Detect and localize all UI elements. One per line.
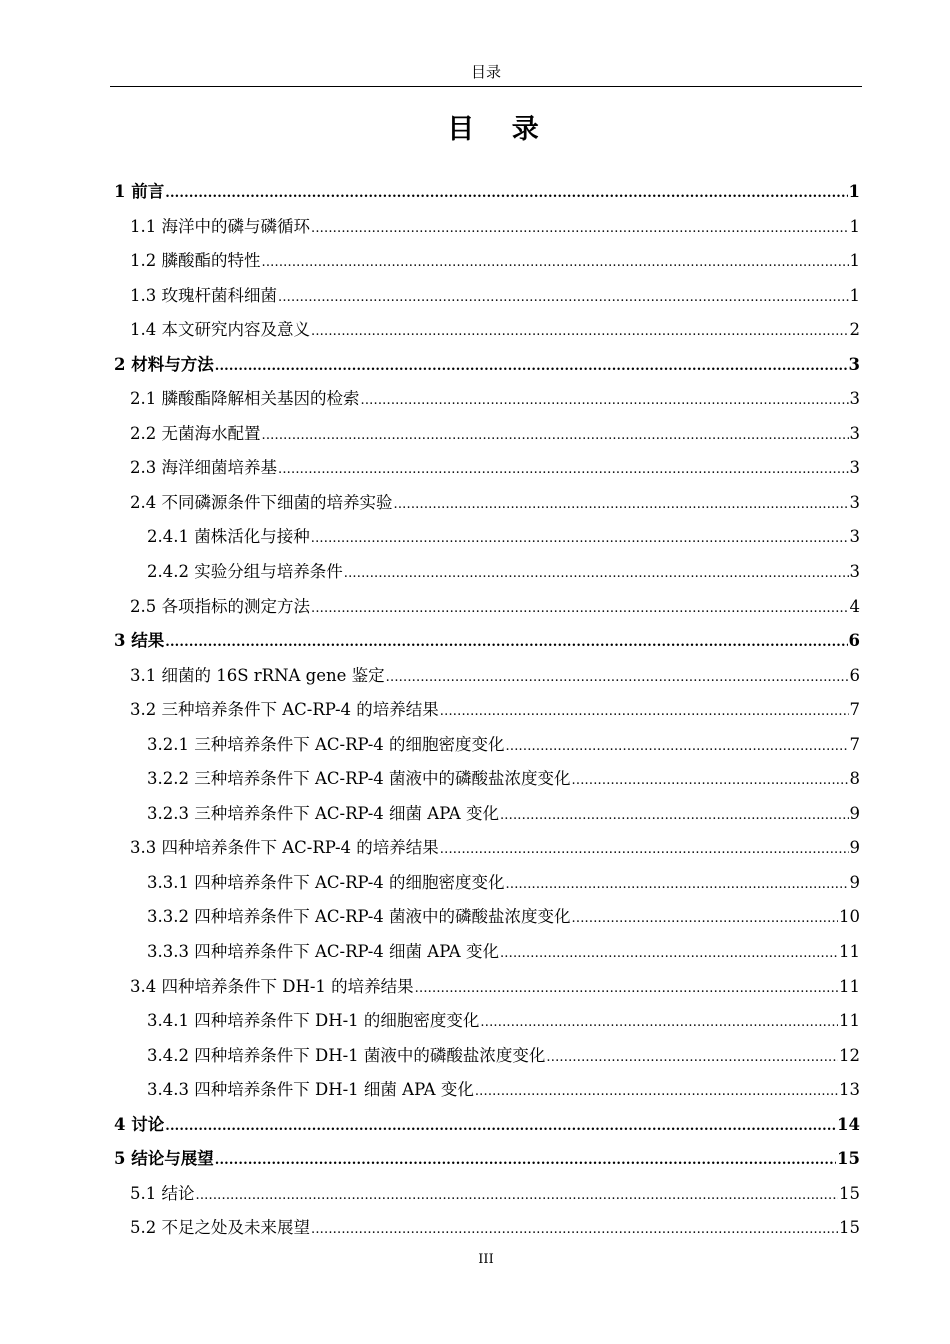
toc-entry-label: 3 结果 xyxy=(114,631,165,651)
toc-dot-leader xyxy=(278,451,849,488)
toc-dot-leader xyxy=(165,175,847,212)
toc-entry[interactable] xyxy=(114,175,860,210)
toc-dot-leader xyxy=(311,520,849,557)
toc-dot-leader xyxy=(165,624,847,661)
toc-entry[interactable] xyxy=(114,1073,860,1108)
toc-entry-label: 3.2.3 三种培养条件下 AC-RP-4 细菌 APA 变化 xyxy=(147,803,499,823)
toc-entry-label: 2.3 海洋细菌培养基 xyxy=(130,458,277,478)
toc-entry-label: 3.3 四种培养条件下 AC-RP-4 的培养结果 xyxy=(130,838,439,858)
toc-entry[interactable] xyxy=(114,486,860,521)
toc-entry-page-number: 9 xyxy=(849,838,860,858)
toc-entry[interactable] xyxy=(114,900,860,935)
toc-entry-page-number: 10 xyxy=(839,907,860,927)
toc-dot-leader xyxy=(500,935,838,972)
toc-dot-leader xyxy=(344,555,849,592)
toc-entry-label: 3.1 细菌的 16S rRNA gene 鉴定 xyxy=(130,665,385,685)
toc-dot-leader xyxy=(386,659,849,696)
toc-entry[interactable] xyxy=(114,1108,860,1143)
toc-entry[interactable] xyxy=(114,728,860,763)
toc-entry[interactable] xyxy=(114,659,860,694)
toc-entry-page-number: 3 xyxy=(848,354,860,374)
toc-entry-page-number: 3 xyxy=(849,423,860,443)
toc-entry-page-number: 15 xyxy=(839,1218,860,1238)
toc-entry[interactable] xyxy=(114,831,860,866)
toc-entry[interactable] xyxy=(114,313,860,348)
toc-entry-page-number: 1 xyxy=(848,182,860,201)
toc-entry[interactable] xyxy=(114,1142,860,1177)
toc-dot-leader xyxy=(196,1177,839,1214)
header-rule xyxy=(110,86,862,87)
toc-dot-leader xyxy=(311,590,849,627)
toc-dot-leader xyxy=(440,693,849,730)
toc-entry-label: 3.4 四种培养条件下 DH-1 的培养结果 xyxy=(130,976,414,996)
toc-entry-label: 5.2 不足之处及未来展望 xyxy=(130,1218,310,1238)
toc-entry-label: 3.2.2 三种培养条件下 AC-RP-4 菌液中的磷酸盐浓度变化 xyxy=(147,769,571,789)
toc-entry-page-number: 2 xyxy=(849,320,860,340)
toc-entry-page-number: 3 xyxy=(849,389,860,409)
toc-dot-leader xyxy=(215,1142,836,1179)
toc-dot-leader xyxy=(311,313,849,350)
toc-entry-label: 1.1 海洋中的磷与磷循环 xyxy=(130,216,310,236)
toc-entry-page-number: 3 xyxy=(849,458,860,478)
toc-entry[interactable] xyxy=(114,935,860,970)
toc-entry-page-number: 3 xyxy=(849,527,860,547)
table-of-contents xyxy=(114,175,860,1246)
toc-entry[interactable] xyxy=(114,866,860,901)
toc-entry-page-number: 9 xyxy=(849,803,860,823)
toc-dot-leader xyxy=(311,210,849,247)
toc-entry-page-number: 3 xyxy=(849,562,860,582)
toc-entry[interactable] xyxy=(114,520,860,555)
toc-entry-label: 2.4.2 实验分组与培养条件 xyxy=(147,562,343,582)
toc-dot-leader xyxy=(278,279,849,316)
toc-entry[interactable] xyxy=(114,244,860,279)
toc-entry-page-number: 11 xyxy=(839,976,860,996)
toc-entry-page-number: 11 xyxy=(839,1011,860,1031)
toc-entry[interactable] xyxy=(114,1004,860,1039)
toc-entry-page-number: 6 xyxy=(849,665,860,685)
toc-entry-page-number: 15 xyxy=(837,1149,860,1169)
toc-entry[interactable] xyxy=(114,1177,860,1212)
toc-entry-page-number: 8 xyxy=(849,769,860,789)
toc-entry-label: 2.4.1 菌株活化与接种 xyxy=(147,527,310,547)
toc-entry-label: 1.2 膦酸酯的特性 xyxy=(130,251,261,271)
toc-entry-page-number: 4 xyxy=(849,596,860,616)
toc-entry[interactable] xyxy=(114,451,860,486)
toc-dot-leader xyxy=(506,728,849,765)
toc-entry-label: 2.1 膦酸酯降解相关基因的检索 xyxy=(130,389,360,409)
toc-entry[interactable] xyxy=(114,1039,860,1074)
toc-entry-page-number: 1 xyxy=(849,285,860,305)
toc-entry-page-number: 11 xyxy=(839,942,860,962)
toc-entry[interactable] xyxy=(114,279,860,314)
toc-entry[interactable] xyxy=(114,797,860,832)
toc-entry[interactable] xyxy=(114,417,860,452)
toc-entry-page-number: 15 xyxy=(839,1183,860,1203)
toc-entry-page-number: 12 xyxy=(839,1045,860,1065)
toc-entry-label: 3.2 三种培养条件下 AC-RP-4 的培养结果 xyxy=(130,700,439,720)
toc-entry[interactable] xyxy=(114,762,860,797)
toc-entry-label: 3.4.1 四种培养条件下 DH-1 的细胞密度变化 xyxy=(147,1011,480,1031)
toc-entry[interactable] xyxy=(114,555,860,590)
toc-entry-label: 5.1 结论 xyxy=(130,1183,195,1203)
toc-dot-leader xyxy=(311,1211,838,1248)
toc-dot-leader xyxy=(415,970,838,1007)
toc-entry-page-number: 14 xyxy=(837,1114,860,1134)
running-header: 目录 xyxy=(470,63,501,81)
toc-entry-label: 3.2.1 三种培养条件下 AC-RP-4 的细胞密度变化 xyxy=(147,734,505,754)
page-number: III xyxy=(478,1252,494,1267)
toc-entry-label: 5 结论与展望 xyxy=(114,1149,214,1169)
toc-entry-label: 3.3.2 四种培养条件下 AC-RP-4 菌液中的磷酸盐浓度变化 xyxy=(147,907,571,927)
toc-entry[interactable] xyxy=(114,590,860,625)
toc-dot-leader xyxy=(480,1004,838,1041)
toc-entry-label: 2 材料与方法 xyxy=(114,354,214,374)
toc-entry-label: 2.4 不同磷源条件下细菌的培养实验 xyxy=(130,492,393,512)
toc-dot-leader xyxy=(500,797,849,834)
toc-dot-leader xyxy=(572,900,838,937)
toc-dot-leader xyxy=(546,1039,838,1076)
toc-entry[interactable] xyxy=(114,210,860,245)
toc-entry-page-number: 6 xyxy=(848,631,860,651)
toc-entry-label: 2.5 各项指标的测定方法 xyxy=(130,596,310,616)
toc-entry-label: 1 前言 xyxy=(114,182,165,201)
toc-dot-leader xyxy=(262,244,849,281)
toc-entry-label: 1.4 本文研究内容及意义 xyxy=(130,320,310,340)
toc-entry-page-number: 1 xyxy=(849,216,860,236)
toc-dot-leader xyxy=(475,1073,838,1110)
toc-entry[interactable] xyxy=(114,348,860,383)
toc-entry-page-number: 1 xyxy=(849,251,860,271)
toc-dot-leader xyxy=(572,762,849,799)
toc-dot-leader xyxy=(215,348,848,385)
toc-dot-leader xyxy=(165,1108,836,1145)
toc-entry-page-number: 9 xyxy=(849,872,860,892)
toc-entry-label: 2.2 无菌海水配置 xyxy=(130,423,261,443)
toc-entry[interactable] xyxy=(114,693,860,728)
toc-dot-leader xyxy=(394,486,849,523)
toc-entry-page-number: 7 xyxy=(849,700,860,720)
toc-entry-page-number: 7 xyxy=(849,734,860,754)
page-title: 目 录 xyxy=(447,114,553,145)
toc-dot-leader xyxy=(440,831,849,868)
toc-dot-leader xyxy=(361,382,849,419)
toc-entry-page-number: 13 xyxy=(839,1080,860,1100)
toc-entry-label: 3.4.3 四种培养条件下 DH-1 细菌 APA 变化 xyxy=(147,1080,474,1100)
toc-entry-label: 3.4.2 四种培养条件下 DH-1 菌液中的磷酸盐浓度变化 xyxy=(147,1045,546,1065)
toc-entry[interactable] xyxy=(114,382,860,417)
toc-entry-label: 4 讨论 xyxy=(114,1114,165,1134)
toc-entry-label: 3.3.1 四种培养条件下 AC-RP-4 的细胞密度变化 xyxy=(147,872,505,892)
toc-entry-label: 3.3.3 四种培养条件下 AC-RP-4 细菌 APA 变化 xyxy=(147,942,499,962)
toc-entry[interactable] xyxy=(114,1211,860,1246)
toc-entry[interactable] xyxy=(114,970,860,1005)
toc-dot-leader xyxy=(262,417,849,454)
toc-entry-label: 1.3 玫瑰杆菌科细菌 xyxy=(130,285,277,305)
toc-entry[interactable] xyxy=(114,624,860,659)
toc-entry-page-number: 3 xyxy=(849,492,860,512)
toc-dot-leader xyxy=(506,866,849,903)
